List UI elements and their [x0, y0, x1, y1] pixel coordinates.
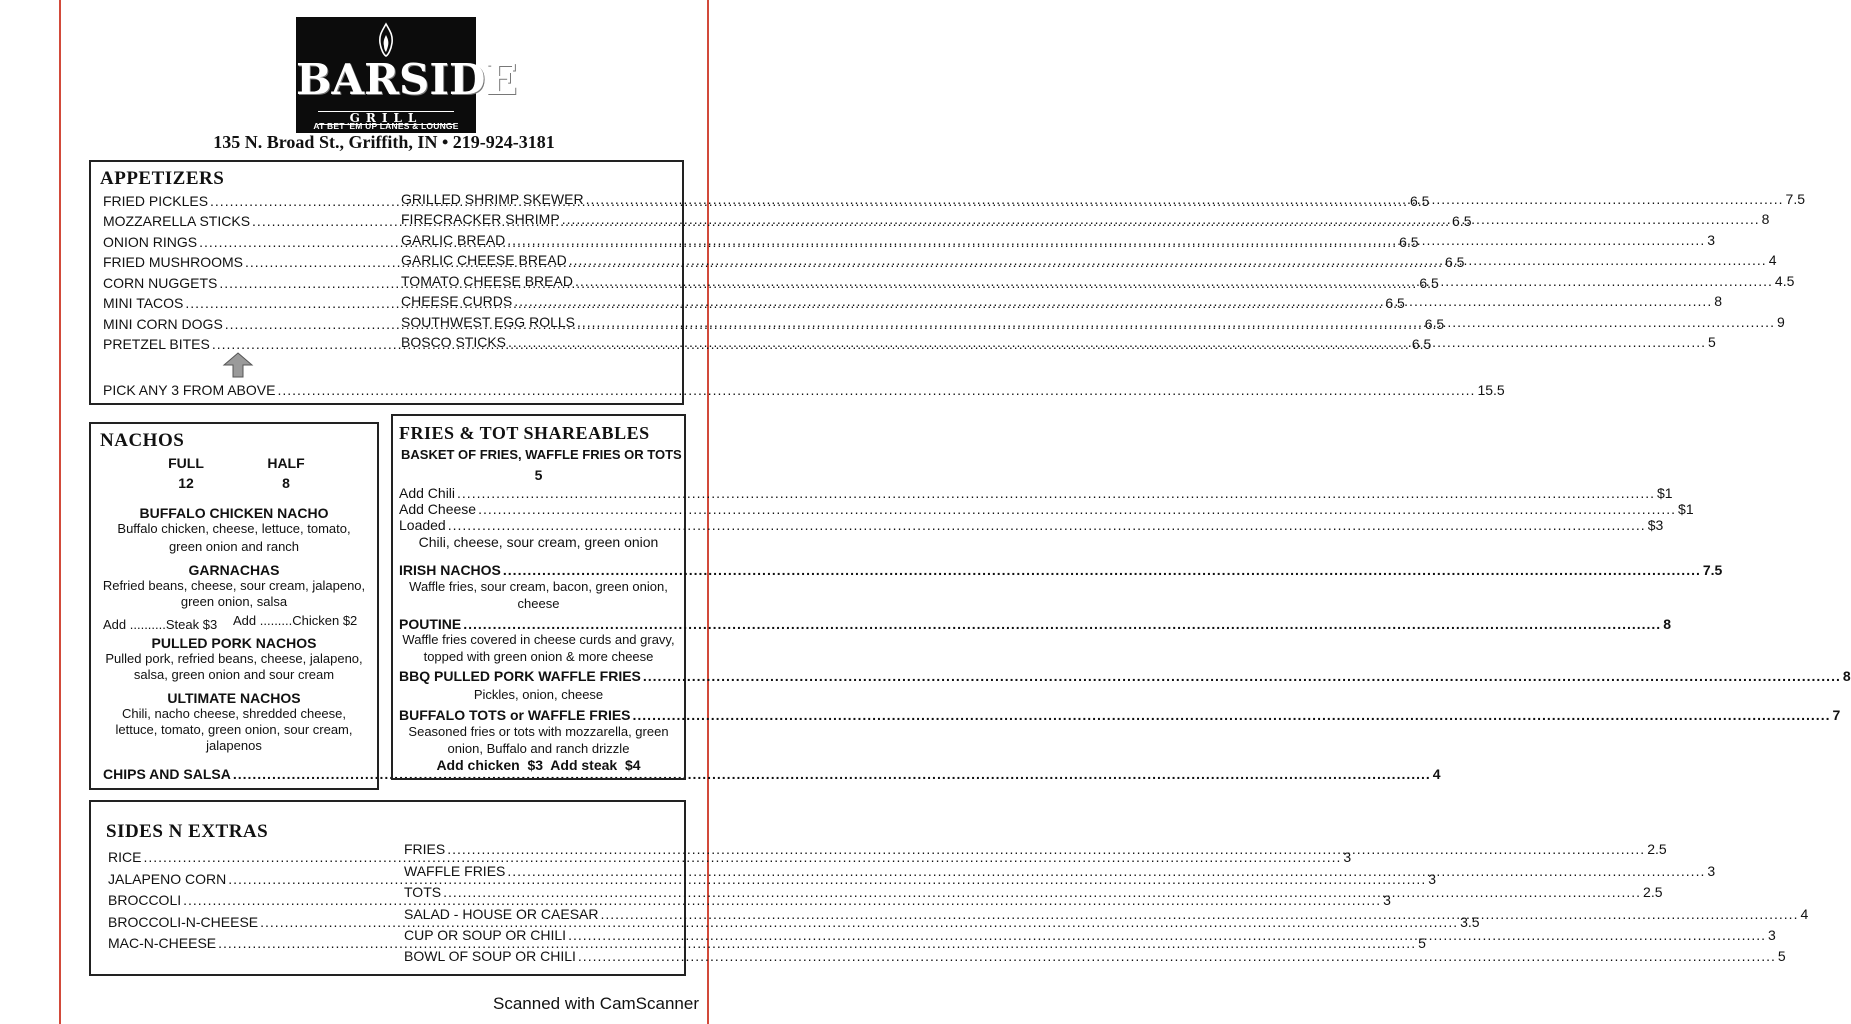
item-name: BROCCOLI: [108, 892, 182, 908]
item-name: BOWL OF SOUP OR CHILI: [404, 948, 576, 964]
item-price: 3: [1428, 871, 1437, 887]
ultimate-desc: lettuce, tomato, green onion, sour cream,: [115, 722, 353, 737]
full-label: FULL: [168, 455, 204, 471]
menu-item: [404, 840, 1667, 858]
basket-price: 5: [534, 467, 543, 483]
scan-edge-left: [59, 0, 61, 1024]
item-price: $1: [1657, 485, 1673, 501]
irish-desc: Waffle fries, sour cream, bacon, green onion,: [409, 579, 668, 594]
item-price: 3: [1343, 849, 1352, 865]
buffalo-tots-item: [399, 706, 1841, 724]
item-price: 6.5: [1419, 275, 1439, 291]
item-name: Add Chili: [399, 485, 456, 501]
poutine-item: [399, 615, 1671, 633]
buffalo-nacho-name: BUFFALO CHICKEN NACHO: [139, 505, 329, 521]
item-price: 7: [1832, 707, 1841, 723]
item-name: GARLIC CHEESE BREAD: [401, 252, 567, 268]
bbq-fries-item: [399, 667, 1851, 685]
item-price: 6.5: [1385, 295, 1405, 311]
item-price: $1: [1678, 501, 1694, 517]
item-name: FRIED MUSHROOMS: [103, 254, 243, 270]
item-name: CHIPS AND SALSA: [103, 766, 231, 782]
item-price: 6.5: [1411, 336, 1432, 352]
item-price: 6.5: [1399, 234, 1419, 250]
ultimate-desc: Chili, nacho cheese, shredded cheese,: [121, 706, 347, 721]
fries-title: FRIES & TOT SHAREABLES: [399, 423, 650, 443]
ultimate-nachos-name: ULTIMATE NACHOS: [167, 690, 301, 706]
item-price: 6.5: [1410, 193, 1430, 209]
item-price: 5: [1418, 935, 1426, 951]
menu-item: [404, 883, 1663, 901]
item-name: FRIES: [404, 841, 446, 857]
scanner-watermark: Scanned with CamScanner: [493, 994, 700, 1013]
item-price: 8: [1714, 293, 1723, 309]
logo-tagline: AT BET 'EM UP LANES & LOUNGE: [313, 121, 459, 131]
item-name: PICK ANY 3 FROM ABOVE: [103, 382, 276, 398]
flame-icon: [376, 23, 396, 57]
item-name: SALAD - HOUSE OR CAESAR: [404, 906, 599, 922]
restaurant-address: 135 N. Broad St., Griffith, IN • 219-924-3181: [213, 132, 555, 152]
item-name: MINI TACOS: [103, 295, 184, 311]
fries-section: [391, 414, 1851, 780]
barside-logo: [296, 17, 518, 133]
add-steak: Add ..........Steak $3: [103, 617, 218, 632]
combo-item: [103, 381, 1505, 399]
item-price: 8: [1761, 211, 1770, 227]
buffalo-tots-desc: Seasoned fries or tots with mozzarella, green: [408, 724, 669, 739]
item-name: BBQ PULLED PORK WAFFLE FRIES: [399, 668, 641, 684]
item-name: MAC-N-CHEESE: [108, 935, 217, 951]
nachos-title: NACHOS: [100, 430, 185, 451]
item-price: 4: [1800, 906, 1809, 922]
appetizers-title: APPETIZERS: [100, 168, 225, 189]
bbq-desc: Pickles, onion, cheese: [473, 687, 604, 702]
item-price: 4.5: [1774, 273, 1795, 289]
up-arrow-icon: [223, 352, 253, 378]
menu-item: [404, 947, 1786, 965]
item-price: $3: [1647, 517, 1664, 533]
menu-item: [404, 862, 1716, 880]
item-name: TOMATO CHEESE BREAD: [401, 273, 573, 289]
add-protein-line: Add chicken $3 Add steak $4: [436, 757, 641, 773]
item-name: PRETZEL BITES: [103, 336, 210, 352]
item-price: 8: [1842, 668, 1851, 684]
item-price: 6.5: [1452, 213, 1472, 229]
logo-brand: BARSIDE: [296, 55, 518, 104]
item-name: IRISH NACHOS: [399, 562, 501, 578]
item-price: 3: [1707, 232, 1716, 248]
half-label: HALF: [267, 455, 305, 471]
item-name: GARLIC BREAD: [401, 232, 506, 248]
item-name: GRILLED SHRIMP SKEWER: [401, 191, 584, 207]
sides-title: SIDES N EXTRAS: [106, 821, 269, 842]
logo-sub: GRILL: [318, 111, 454, 125]
full-price: 12: [178, 475, 194, 491]
item-name: TOTS: [404, 884, 442, 900]
buffalo-nacho-desc: green onion and ranch: [168, 539, 300, 554]
garnachas-desc: green onion, salsa: [180, 594, 288, 609]
item-name: MOZZARELLA STICKS: [103, 213, 251, 229]
item-name: Add Cheese: [399, 501, 477, 517]
item-name: Loaded: [399, 517, 446, 533]
menu-item: [399, 516, 1664, 534]
item-price: 7.5: [1785, 191, 1805, 207]
item-name: SOUTHWEST EGG ROLLS: [401, 314, 575, 330]
item-price: 6.5: [1444, 254, 1465, 270]
item-name: CUP OR SOUP OR CHILI: [404, 927, 567, 943]
buffalo-nacho-desc: Buffalo chicken, cheese, lettuce, tomato,: [117, 521, 351, 536]
basket-line: BASKET OF FRIES, WAFFLE FRIES OR TOTS: [401, 447, 682, 462]
appetizers-section: [89, 160, 1805, 405]
item-price: 6.5: [1424, 316, 1445, 332]
item-name: MINI CORN DOGS: [103, 316, 223, 332]
item-name: JALAPENO CORN: [108, 871, 227, 887]
item-name: FIRECRACKER SHRIMP: [401, 211, 560, 227]
item-name: POUTINE: [399, 616, 462, 632]
ultimate-desc: jalapenos: [206, 738, 262, 753]
item-price: 4: [1432, 766, 1441, 782]
item-price: 15.5: [1477, 382, 1505, 398]
item-name: BROCCOLI-N-CHEESE: [108, 914, 259, 930]
item-name: CORN NUGGETS: [103, 275, 218, 291]
poutine-desc: Waffle fries covered in cheese curds and gravy,: [402, 632, 675, 647]
pulled-pork-desc: Pulled pork, refried beans, cheese, jalapeno,: [105, 651, 363, 666]
item-price: 5: [1708, 334, 1716, 350]
item-price: 4: [1768, 252, 1777, 268]
garnachas-name: GARNACHAS: [188, 562, 280, 578]
item-price: 5: [1777, 948, 1786, 964]
pulled-pork-desc: salsa, green onion and sour cream: [133, 667, 335, 682]
item-price: 3: [1768, 927, 1776, 943]
pulled-pork-nachos-name: PULLED PORK NACHOS: [151, 635, 317, 651]
menu-item: [404, 926, 1776, 944]
item-price: 3.5: [1460, 914, 1480, 930]
item-name: FRIED PICKLES: [103, 193, 209, 209]
buffalo-tots-desc: onion, Buffalo and ranch drizzle: [447, 741, 630, 756]
item-name: BUFFALO TOTS or WAFFLE FRIES: [399, 707, 631, 723]
item-price: 2.5: [1647, 841, 1667, 857]
garnachas-desc: Refried beans, cheese, sour cream, jalapeno,: [102, 578, 366, 593]
irish-nachos-item: [399, 561, 1723, 579]
item-price: 8: [1663, 616, 1671, 632]
item-price: 2.5: [1643, 884, 1663, 900]
item-name: ONION RINGS: [103, 234, 198, 250]
sides-section: [89, 800, 1809, 976]
loaded-desc: Chili, cheese, sour cream, green onion: [418, 534, 659, 550]
poutine-desc: topped with green onion & more cheese: [423, 649, 654, 664]
half-price: 8: [282, 475, 290, 491]
item-name: WAFFLE FRIES: [404, 863, 506, 879]
item-price: 7.5: [1702, 562, 1723, 578]
irish-desc: cheese: [517, 596, 560, 611]
item-price: 3: [1707, 863, 1716, 879]
item-name: CHEESE CURDS: [401, 293, 513, 309]
item-name: BOSCO STICKS: [401, 334, 507, 350]
item-price: 9: [1776, 314, 1785, 330]
add-chicken: Add .........Chicken $2: [233, 613, 358, 628]
item-name: RICE: [108, 849, 142, 865]
item-price: 3: [1383, 892, 1391, 908]
